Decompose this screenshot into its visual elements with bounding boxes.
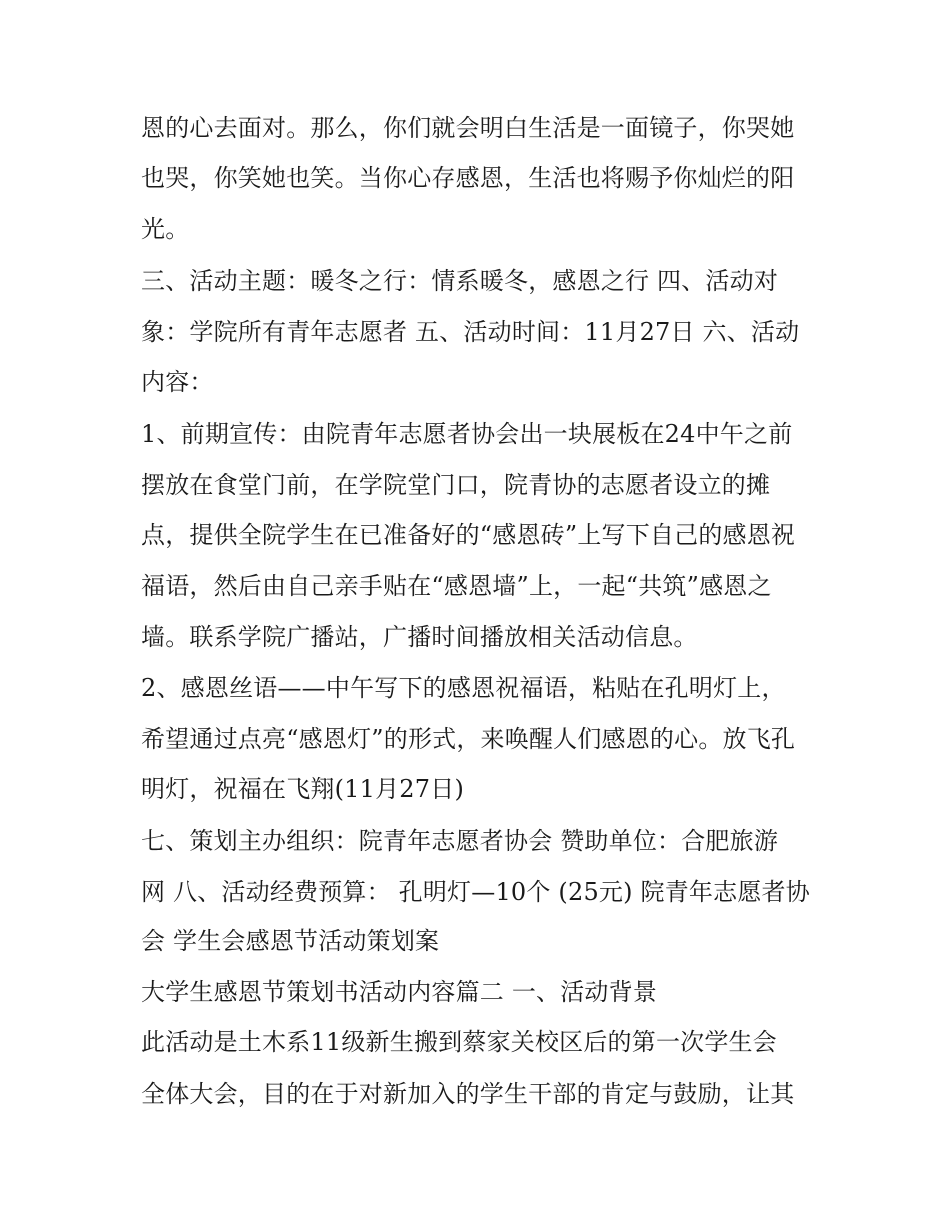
- text-line: 七、策划主办组织：院青年志愿者协会 赞助单位：合肥旅游: [141, 827, 779, 855]
- text-line: 福语，然后由自己亲手贴在“感恩墙”上，一起“共筑”感恩之: [141, 572, 772, 600]
- text-line: 内容：: [141, 368, 214, 396]
- text-line: 象：学院所有青年志愿者 五、活动时间：11月27日 六、活动: [141, 318, 800, 346]
- text-line: 明灯，祝福在飞翔(11月27日): [141, 775, 465, 803]
- text-line: 也哭，你笑她也笑。当你心存感恩，生活也将赐予你灿烂的阳: [141, 164, 795, 192]
- text-line: 网 八、活动经费预算： 孔明灯—10个 (25元) 院青年志愿者协: [141, 878, 810, 906]
- text-line: 恩的心去面对。那么，你们就会明白生活是一面镜子，你哭她: [141, 114, 795, 142]
- text-line: 会 学生会感恩节活动策划案: [141, 927, 440, 955]
- text-line: 点，提供全院学生在已准备好的“感恩砖”上写下自己的感恩祝: [141, 521, 796, 549]
- text-line: 墙。联系学院广播站，广播时间播放相关活动信息。: [141, 623, 698, 651]
- text-line: 2、感恩丝语——中午写下的感恩祝福语，粘贴在孔明灯上，: [141, 674, 786, 702]
- text-line: 三、活动主题：暖冬之行：情系暖冬，感恩之行 四、活动对: [141, 267, 779, 295]
- text-line: 大学生感恩节策划书活动内容篇二 一、活动背景: [141, 978, 658, 1006]
- text-line: 光。: [141, 215, 190, 243]
- text-line: 全体大会，目的在于对新加入的学生干部的肯定与鼓励，让其: [141, 1080, 795, 1108]
- text-line: 此活动是土木系11级新生搬到蔡家关校区后的第一次学生会: [141, 1028, 777, 1056]
- text-line: 摆放在食堂门前，在学院堂门口，院青协的志愿者设立的摊: [141, 471, 771, 499]
- text-line: 希望通过点亮“感恩灯”的形式，来唤醒人们感恩的心。放飞孔: [141, 725, 796, 753]
- text-line: 1、前期宣传：由院青年志愿者协会出一块展板在24中午之前: [141, 420, 793, 448]
